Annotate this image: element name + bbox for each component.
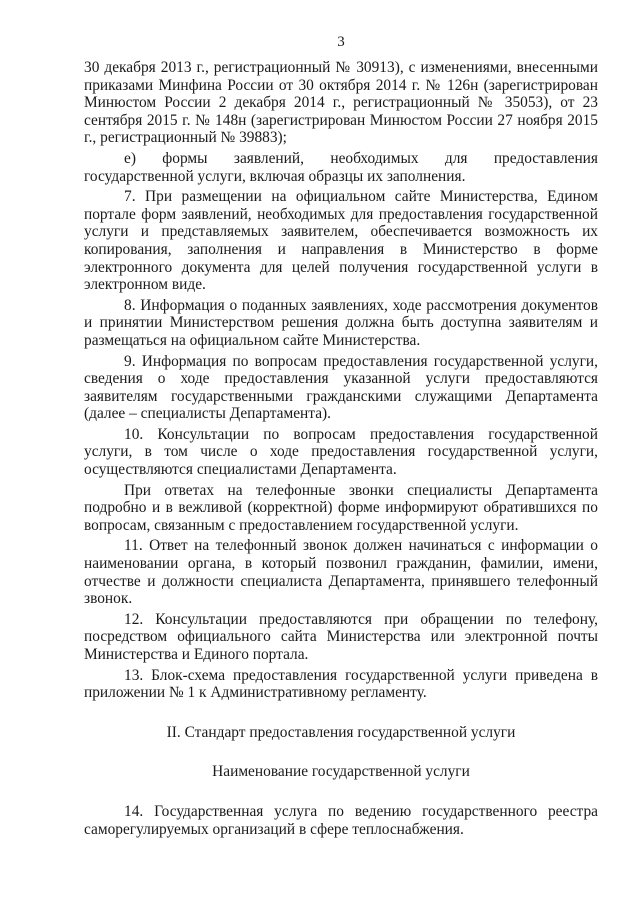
paragraph-item-e: е) формы заявлений, необходимых для предоставления государственной услуги, включая образцы их заполнения. <box>84 149 598 185</box>
section-heading: II. Стандарт предоставления государственной услуги <box>166 723 516 741</box>
paragraph-13: 13. Блок-схема предоставления государственной услуги приведена в приложении № 1 к Административному регламенту. <box>84 666 598 702</box>
paragraph-9: 9. Информация по вопросам предоставления государственной услуги, сведения о ходе предоставления указанной услуги предоставляются заявителям государственными гражданскими служащими Департамента (далее – специалисты Департамента). <box>84 352 598 423</box>
paragraph-14: 14. Государственная услуга по ведению государственного реестра саморегулируемых организаций в сфере теплоснабжения. <box>84 802 598 838</box>
paragraph-10-phone: При ответах на телефонные звонки специалисты Департамента подробно и в вежливой (корректной) форме информируют обратившихся по вопросам, связанным с предоставлением государственной услуги. <box>84 481 598 534</box>
paragraph-10: 10. Консультации по вопросам предоставления государственной услуги, в том числе о ходе предоставления государственной услуги, осуществляются специалистами Департамента. <box>84 425 598 479</box>
paragraph-12: 12. Консультации предоставляются при обращении по телефону, посредством официального сайта Министерства или электронной почты Министерства и Единого портала. <box>84 610 598 663</box>
subsection-heading: Наименование государственной услуги <box>212 763 470 781</box>
paragraph-8: 8. Информация о поданных заявлениях, ходе рассмотрения документов и принятии Министерством решения должна быть доступна заявителям и размещаться на официальном сайте Министерства. <box>84 296 598 349</box>
paragraph-continuation: 30 декабря 2013 г., регистрационный № 30913), с изменениями, внесенными приказами Минфина России от 30 октября 2014 г. № 126н (зарегистрирован Минюстом России 2 декабря 2014 г., регистрационный № 35053), от 23 сентября 2015 г. № 148н (зарегистрирован Минюстом России 27 ноября 2015 г., регистрационный № 39883); <box>84 59 598 147</box>
paragraph-11: 11. Ответ на телефонный звонок должен начинаться с информации о наименовании органа, в который позвонил гражданин, фамилии, имени, отчестве и должности специалиста Департамента, принявшего телефонный звонок. <box>84 537 598 608</box>
page-number: 3 <box>337 34 345 50</box>
paragraph-7: 7. При размещении на официальном сайте Министерства, Едином портале форм заявлений, необходимых для предоставления государственной услуги и представляемых заявителем, обеспечивается возможность их копирования, заполнения и направления в Министерство в форме электронного документа для целей получения государственной услуги в электронном виде. <box>84 188 598 294</box>
